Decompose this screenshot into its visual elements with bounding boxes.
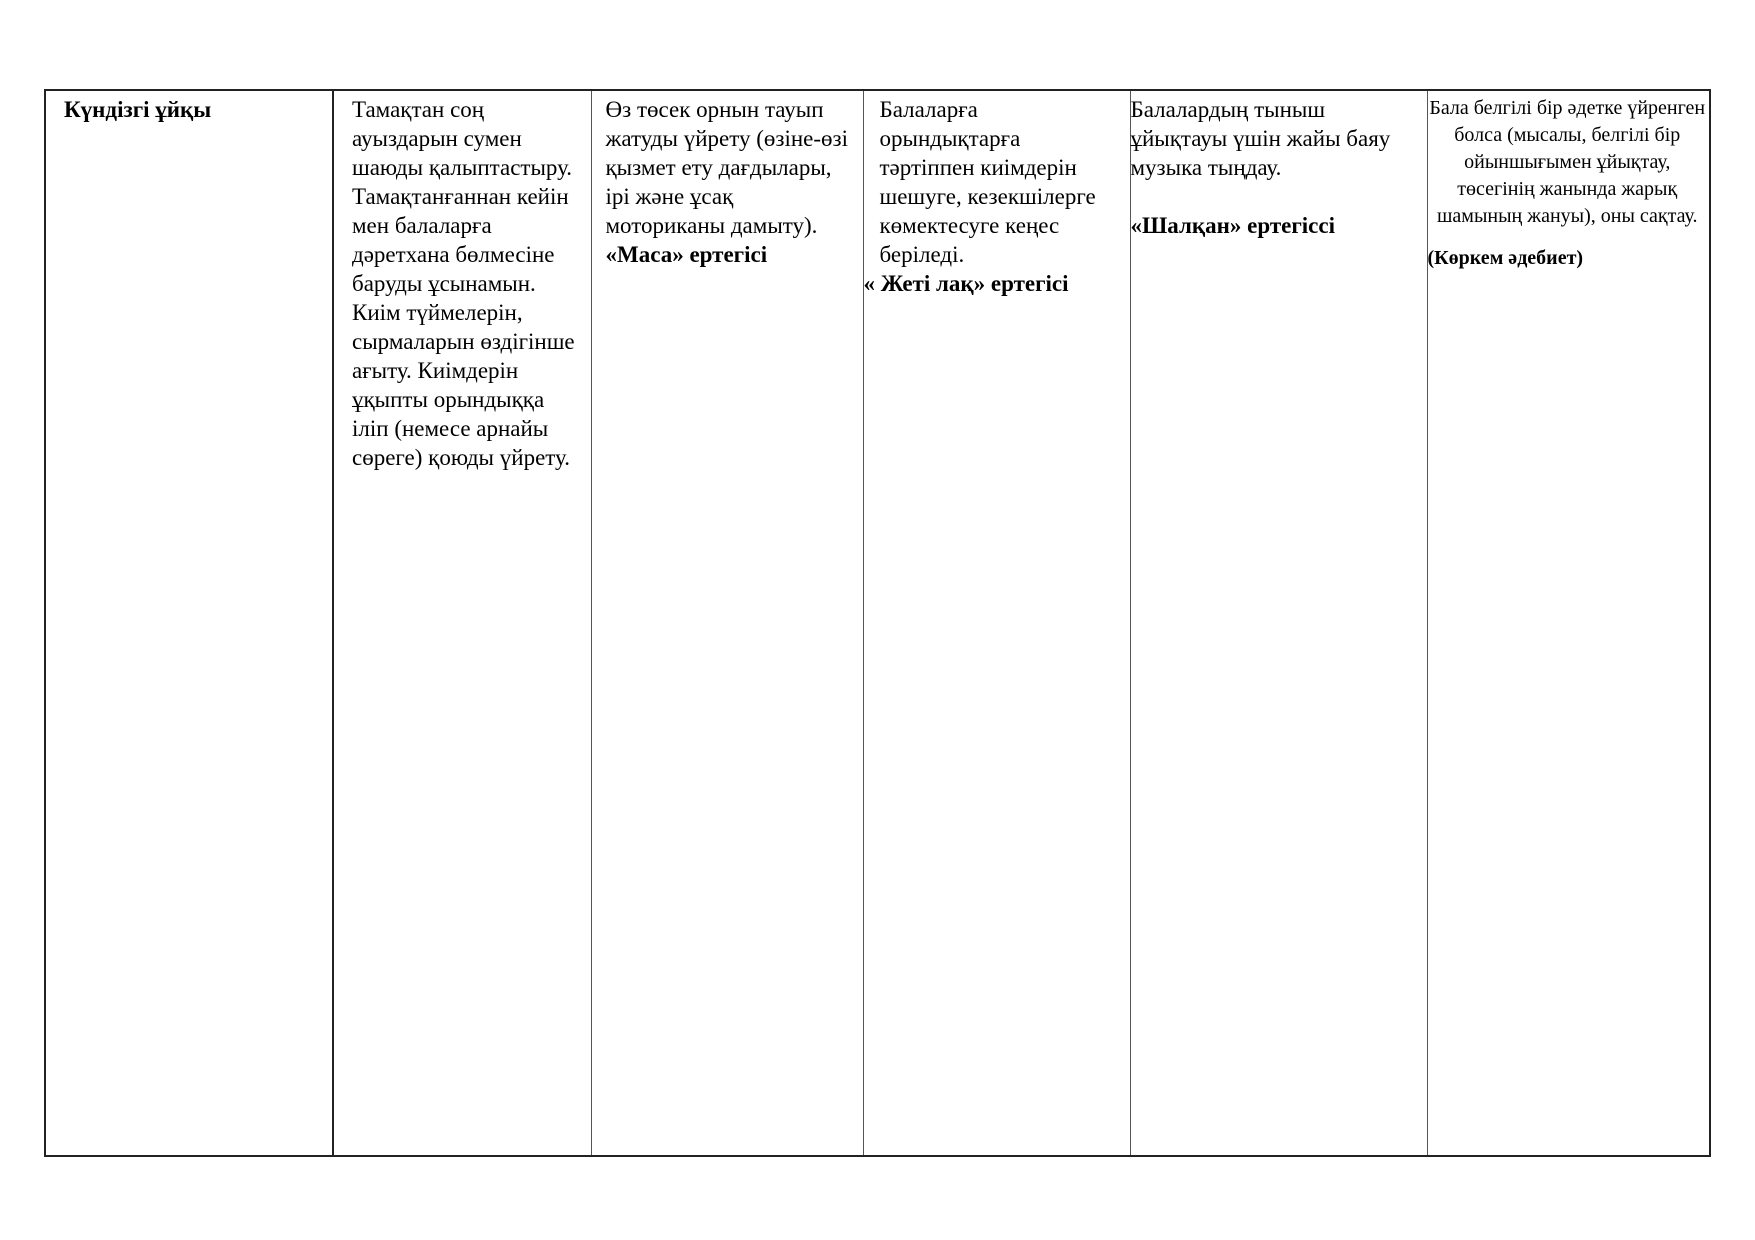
cell-text: Балалардың тыныш ұйықтауы үшін жайы баяу музыка тыңдау. xyxy=(1130,97,1391,180)
row-label-cell xyxy=(45,90,333,1156)
cell-text: Бала белгілі бір әдетке үйренген болса (мысалы, белгілі бір ойыншығымен ұйықтау, төсегінің жанында жарық шамының жануы), оны сақтау. xyxy=(1429,97,1706,227)
table-cell xyxy=(1130,90,1427,1156)
cell-title: (Көркем әдебиет) xyxy=(1427,247,1584,269)
cell-text: Өз төсек орнын тауып жатуды үйрету (өзіне-өзі қызмет ету дағдылары, ірі және ұсақ моториканы дамыту). xyxy=(605,97,849,238)
table-cell xyxy=(591,90,863,1156)
cell-title: «Шалқан» ертегіссі xyxy=(1130,213,1335,238)
table-cell xyxy=(1427,90,1710,1156)
cell-title: «Маса» ертегісі xyxy=(605,242,768,267)
cell-title: « Жеті лақ» ертегісі xyxy=(863,271,1069,296)
table-cell xyxy=(333,90,591,1156)
daily-plan-table xyxy=(44,89,1711,1157)
row-label: Күндізгі ұйқы xyxy=(64,97,212,122)
cell-text: Балаларға орындықтарға тәртіппен киімдерін шешуге, кезекшілерге көмектесуге кеңес беріледі. xyxy=(879,97,1096,267)
table-cell xyxy=(863,90,1130,1156)
table-row xyxy=(45,90,1710,1156)
cell-text: Тамақтан соң ауыздарын сумен шаюды қалыптастыру. Тамақтанғаннан кейін мен балаларға дәретхана бөлмесіне баруды ұсынамын. Киім түймелерін, сырмаларын өздігінше ағыту. Киімдерін ұқыпты орындыққа іліп (немесе арнайы сөреге) қоюды үйрету. xyxy=(352,97,575,470)
